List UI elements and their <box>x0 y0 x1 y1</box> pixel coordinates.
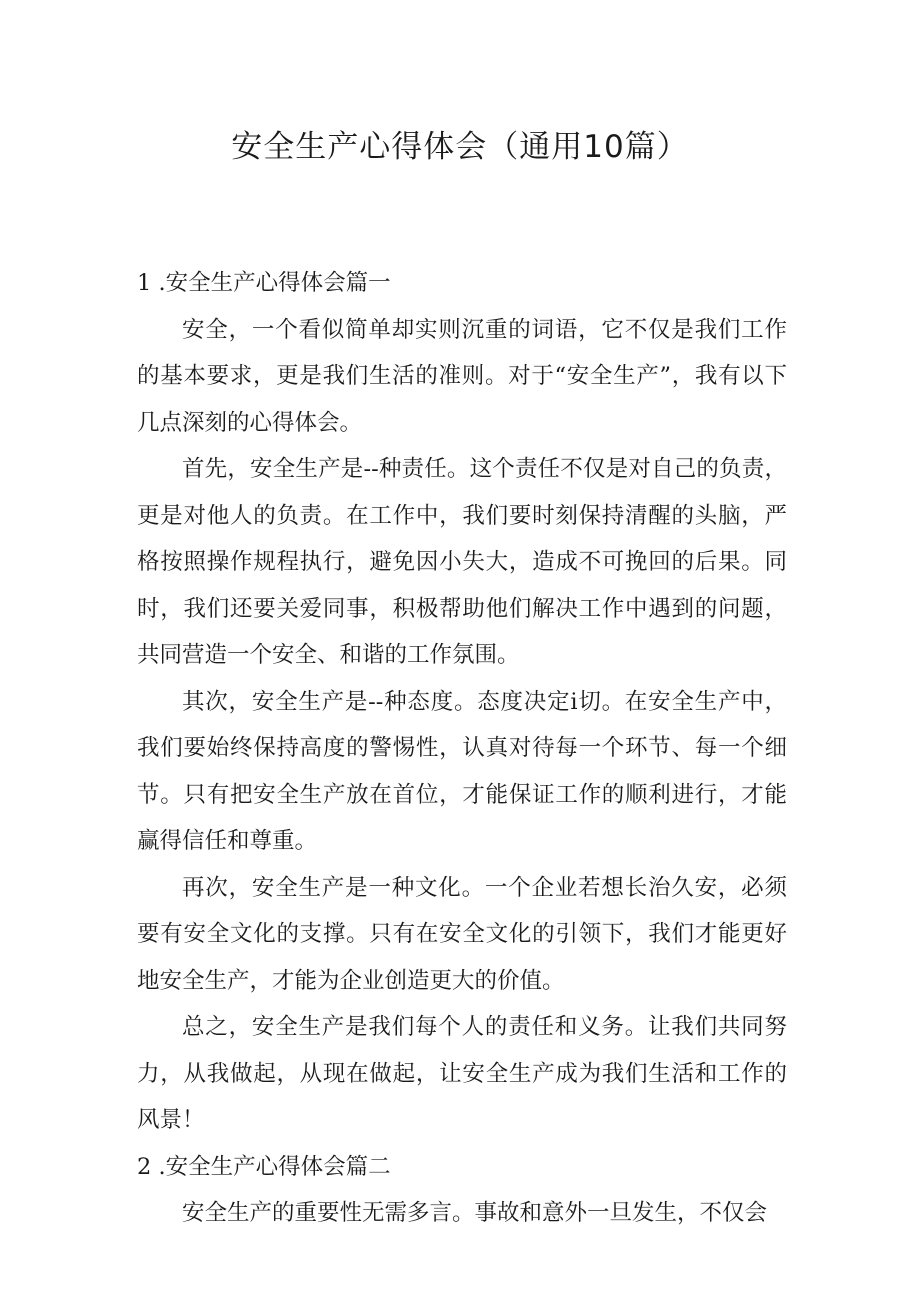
paragraph: 安全生产的重要性无需多言。事故和意外一旦发生，不仅会 <box>182 1200 768 1226</box>
paragraph: 安全，一个看似简单却实则沉重的词语，它不仅是我们工作的基本要求，更是我们生活的准则。对于“安全生产”，我有以下几点深刻的心得体会。 <box>137 316 787 436</box>
paragraph: 再次，安全生产是一种文化。一个企业若想长治久安，必须要有安全文化的支撑。只有在安全文化的引领下，我们才能更好地安全生产，才能为企业创造更大的价值。 <box>137 874 787 994</box>
section-heading: 1 .安全生产心得体会篇一 <box>137 270 391 296</box>
document-body <box>137 260 787 1237</box>
paragraph: 首先，安全生产是--种责任。这个责任不仅是对自己的负责，更是对他人的负责。在工作中，我们要时刻保持清醒的头脑，严格按照操作规程执行，避免因小失大，造成不可挽回的后果。同时，我们还要关爱同事，积极帮助他们解决工作中遇到的问题，共同营造一个安全、和谐的工作氛围。 <box>137 456 787 668</box>
paragraph: 其次，安全生产是--种态度。态度决定i切。在安全生产中，我们要始终保持高度的警惕性，认真对待每一个环节、每一个细节。只有把安全生产放在首位，才能保证工作的顺利进行，才能赢得信任和尊重。 <box>137 688 787 854</box>
document-title: 安全生产心得体会（通用10篇） <box>231 129 689 165</box>
section-heading: 2 .安全生产心得体会篇二 <box>137 1153 391 1180</box>
paragraph: 总之，安全生产是我们每个人的责任和义务。让我们共同努力，从我做起，从现在做起，让安全生产成为我们生活和工作的风景！ <box>137 1014 787 1133</box>
